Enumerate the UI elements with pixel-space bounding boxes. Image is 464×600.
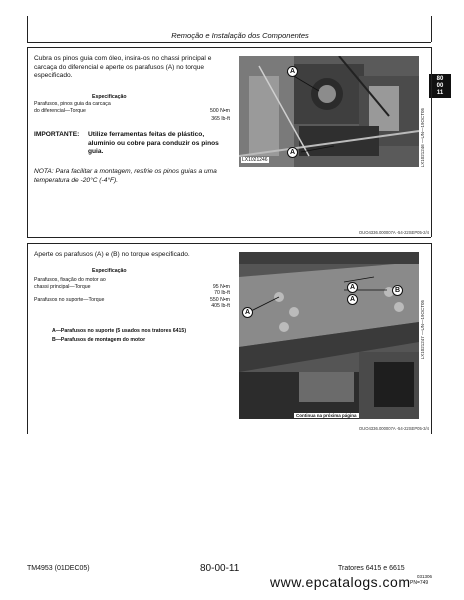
footer-page-number: 80-00-11: [200, 563, 240, 574]
section1-left-border: [27, 47, 28, 237]
section2-spec-title: Especificação: [92, 268, 127, 274]
section2-spec2-line: Parafusos no suporte—Torque: [34, 296, 105, 303]
section1-top-rule: [27, 47, 431, 48]
section1-spec-title: Especificação: [92, 94, 127, 100]
section2-spec1-lbft: 70 lb-ft: [214, 290, 230, 297]
photo1-code: LX1021246 —UN—19OCT05: [420, 108, 425, 168]
section2-spec2-nm: 550 N•m: [210, 296, 230, 303]
footer-model: Tratores 6415 e 6615: [338, 565, 405, 572]
section2-ref: OUO4336.000007A -54-22SEP05-3/4: [358, 426, 429, 431]
engine-photo-2: [239, 252, 419, 419]
footer-small-1: 031306: [417, 574, 433, 579]
section2-legend: [52, 328, 202, 343]
note-label: NOTA:: [34, 168, 54, 175]
section2-right-border: [431, 243, 432, 434]
section1-bottom-rule: [27, 237, 431, 238]
section1-right-border: [431, 47, 432, 237]
photo2-code: LX1021247 —UN—19OCT05: [420, 300, 425, 360]
callout-a-4: A: [347, 294, 358, 305]
section1-spec-value-lbft: 365 lb-ft: [211, 116, 230, 123]
callout-a-3: A: [347, 282, 358, 293]
callout-a-1: A: [287, 66, 298, 77]
section2-spec1-line1: Parafusos, fixação do motor ao: [34, 277, 106, 283]
callout-b: B: [392, 285, 403, 296]
section1-ref: OUO4336.000007A -54-22SEP05-2/4: [358, 230, 429, 235]
header-right-tick: [431, 16, 432, 42]
important-label: IMPORTANTE:: [34, 131, 80, 138]
legend-a: A—Parafusos no suporte (5 usados nos tratores 6415): [52, 328, 187, 334]
important-text: Utilize ferramentas feitas de plástico, alumínio ou cobre para conduzir os pinos guia.: [88, 131, 219, 155]
callout-a-2: A: [287, 147, 298, 158]
photo1-label: LX1021246: [242, 157, 268, 163]
section1-spec-line2: do diferencial—Torque: [34, 107, 86, 114]
watermark: www.epcatalogs.com: [270, 574, 411, 590]
footer-small-2: PN=749: [410, 580, 429, 586]
section1-spec-value-nm: 500 N•m: [210, 107, 230, 114]
header-rule: [27, 42, 431, 43]
section1-note: [34, 168, 230, 185]
tab-line-2: 00: [436, 83, 444, 89]
section2-spec1-line2: chassi principal—Torque: [34, 283, 91, 290]
section1-spec: [34, 101, 230, 123]
section2-spec1-nm: 95 N•m: [212, 283, 230, 290]
engine-photo-1-art: [239, 56, 419, 167]
tab-line-3: 11: [436, 90, 444, 96]
section2-left-border: [27, 243, 28, 434]
section1-important: [34, 131, 230, 157]
tab-line-1: 80: [436, 76, 444, 82]
engine-photo-1: [239, 56, 419, 167]
footer-manual-id: TM4953 (01DEC05): [27, 565, 90, 572]
note-text: Para facilitar a montagem, resfrie os pinos guias a uma temperatura de -20°C (-4°F).: [34, 168, 217, 184]
section2-spec2-lbft: 405 lb-ft: [211, 303, 230, 310]
continued-note: Continua na próxima página: [296, 413, 357, 418]
section2-top-rule: [27, 243, 431, 244]
legend-b: B—Parafusos de montagem do motor: [52, 336, 146, 343]
section2-spec: [34, 277, 230, 310]
header-left-tick: [27, 16, 28, 42]
callout-a-5: A: [242, 307, 253, 318]
section2-intro: Aperte os parafusos (A) e (B) no torque especificado.: [34, 251, 190, 258]
page-header-title: Remoção e Instalação dos Componentes: [171, 31, 309, 40]
engine-photo-2-art: [239, 252, 419, 419]
section1-intro: Cubra os pinos guia com óleo, insira-os no chassi principal e carcaça do diferencial e aperte os parafusos (A) no torque especificado.: [34, 55, 212, 79]
section1-spec-line1: Parafusos, pinos guia da carcaça: [34, 101, 111, 107]
section-tab: [429, 74, 451, 98]
